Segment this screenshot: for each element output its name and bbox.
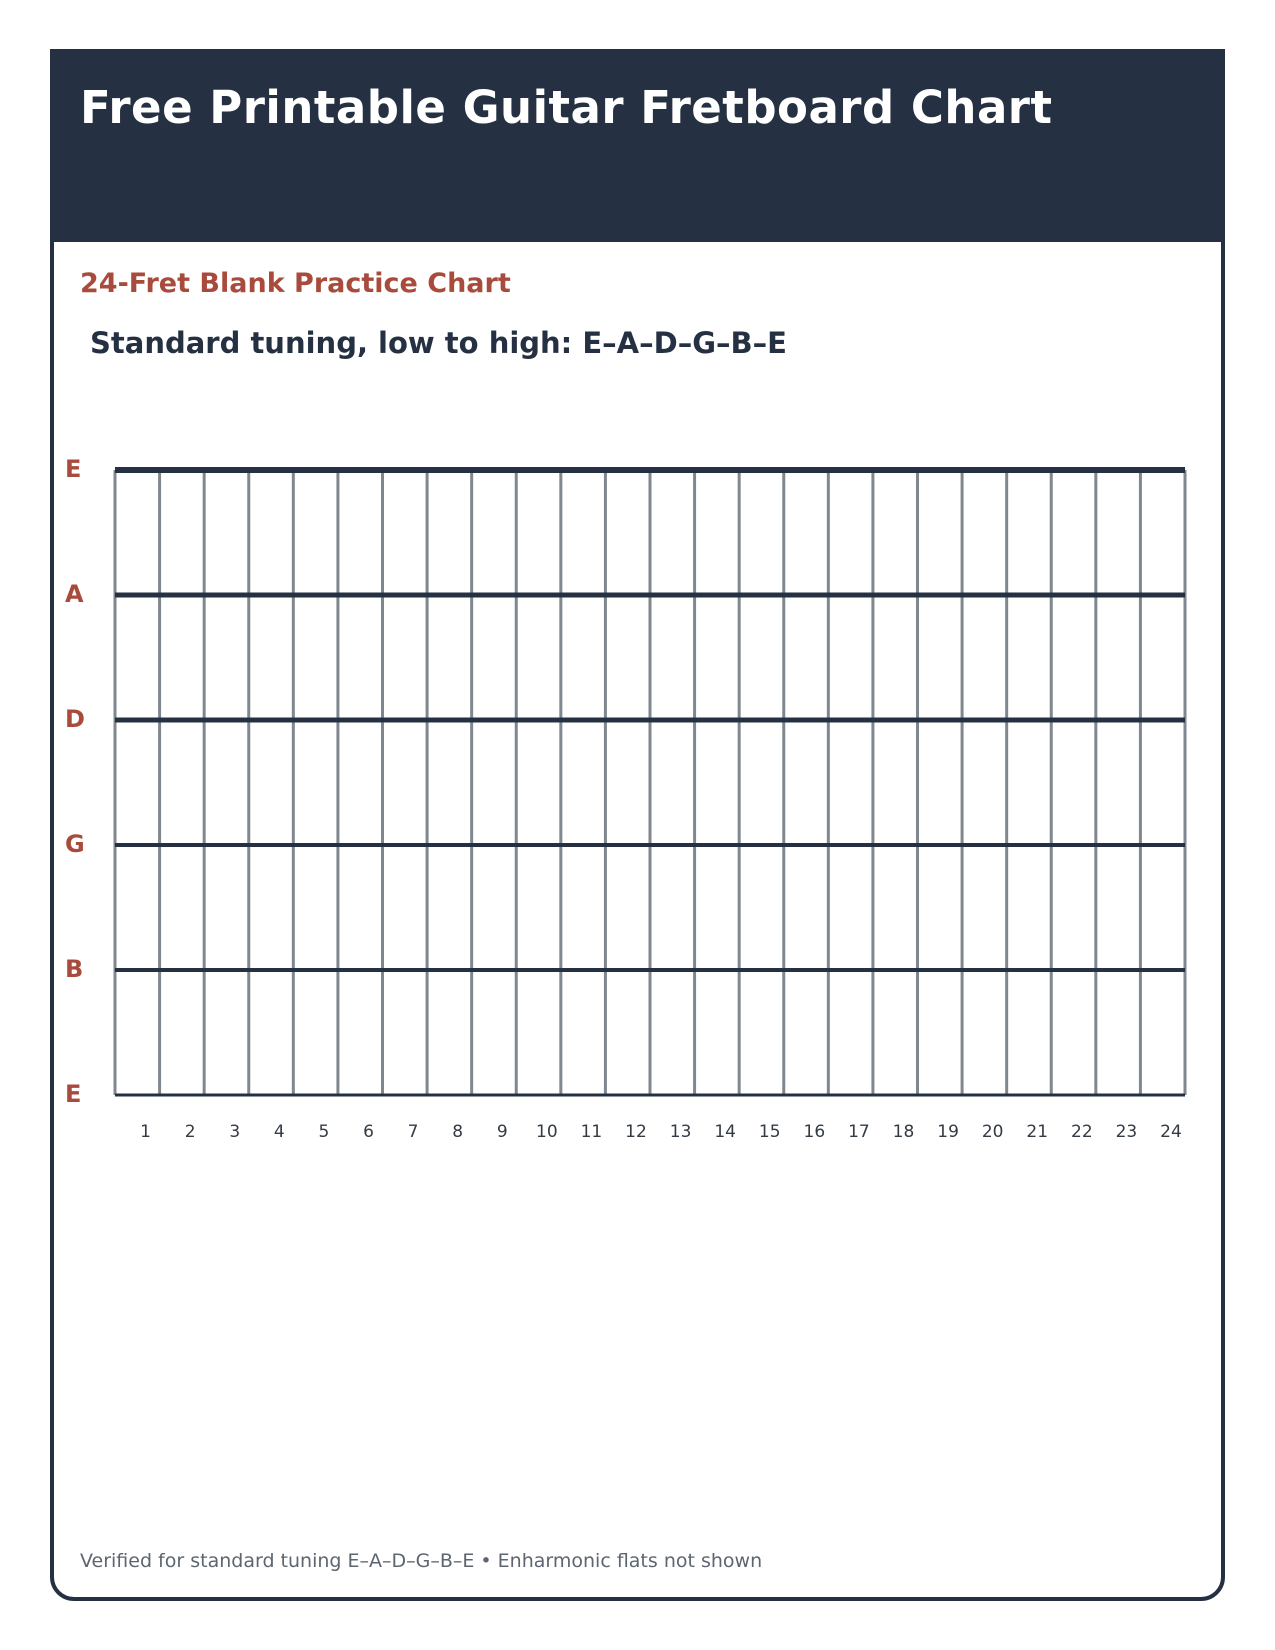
fret-number: 17: [848, 1122, 870, 1142]
fret-number: 16: [803, 1122, 826, 1142]
fret-number: 4: [273, 1122, 285, 1142]
fret-number: 8: [452, 1122, 464, 1142]
chart-subtitle: 24-Fret Blank Practice Chart: [80, 268, 511, 299]
fret-number: 6: [363, 1122, 374, 1142]
fret-number: 11: [580, 1122, 603, 1142]
fret-number: 13: [669, 1122, 692, 1142]
fret-number: 3: [229, 1122, 241, 1142]
string-label: D: [65, 705, 85, 733]
string-label: E: [65, 1080, 82, 1108]
page-title: Free Printable Guitar Fretboard Chart: [80, 81, 1053, 134]
fret-number: 10: [536, 1122, 558, 1142]
fret-number: 15: [758, 1122, 781, 1142]
fret-number: 18: [892, 1122, 915, 1142]
footer-note: Verified for standard tuning E–A–D–G–B–E • Enharmonic flats not shown: [80, 1550, 763, 1572]
fret-number: 14: [714, 1122, 736, 1142]
fret-number: 20: [981, 1122, 1004, 1142]
fret-number: 23: [1115, 1122, 1138, 1142]
fret-number: 24: [1160, 1122, 1182, 1142]
fret-number: 5: [318, 1122, 330, 1142]
fret-number: 2: [184, 1122, 196, 1142]
fret-number: 21: [1026, 1122, 1049, 1142]
fret-number: 1: [140, 1122, 151, 1142]
fret-number: 7: [407, 1122, 419, 1142]
fret-number: 12: [625, 1122, 647, 1142]
fret-number: 19: [937, 1122, 959, 1142]
string-label: E: [65, 455, 82, 483]
tuning-line: Standard tuning, low to high: E–A–D–G–B–E: [90, 326, 787, 360]
fret-number: 22: [1071, 1122, 1093, 1142]
string-label: B: [65, 955, 84, 983]
string-label: A: [65, 580, 84, 608]
fret-number: 9: [496, 1122, 508, 1142]
string-label: G: [65, 830, 85, 858]
